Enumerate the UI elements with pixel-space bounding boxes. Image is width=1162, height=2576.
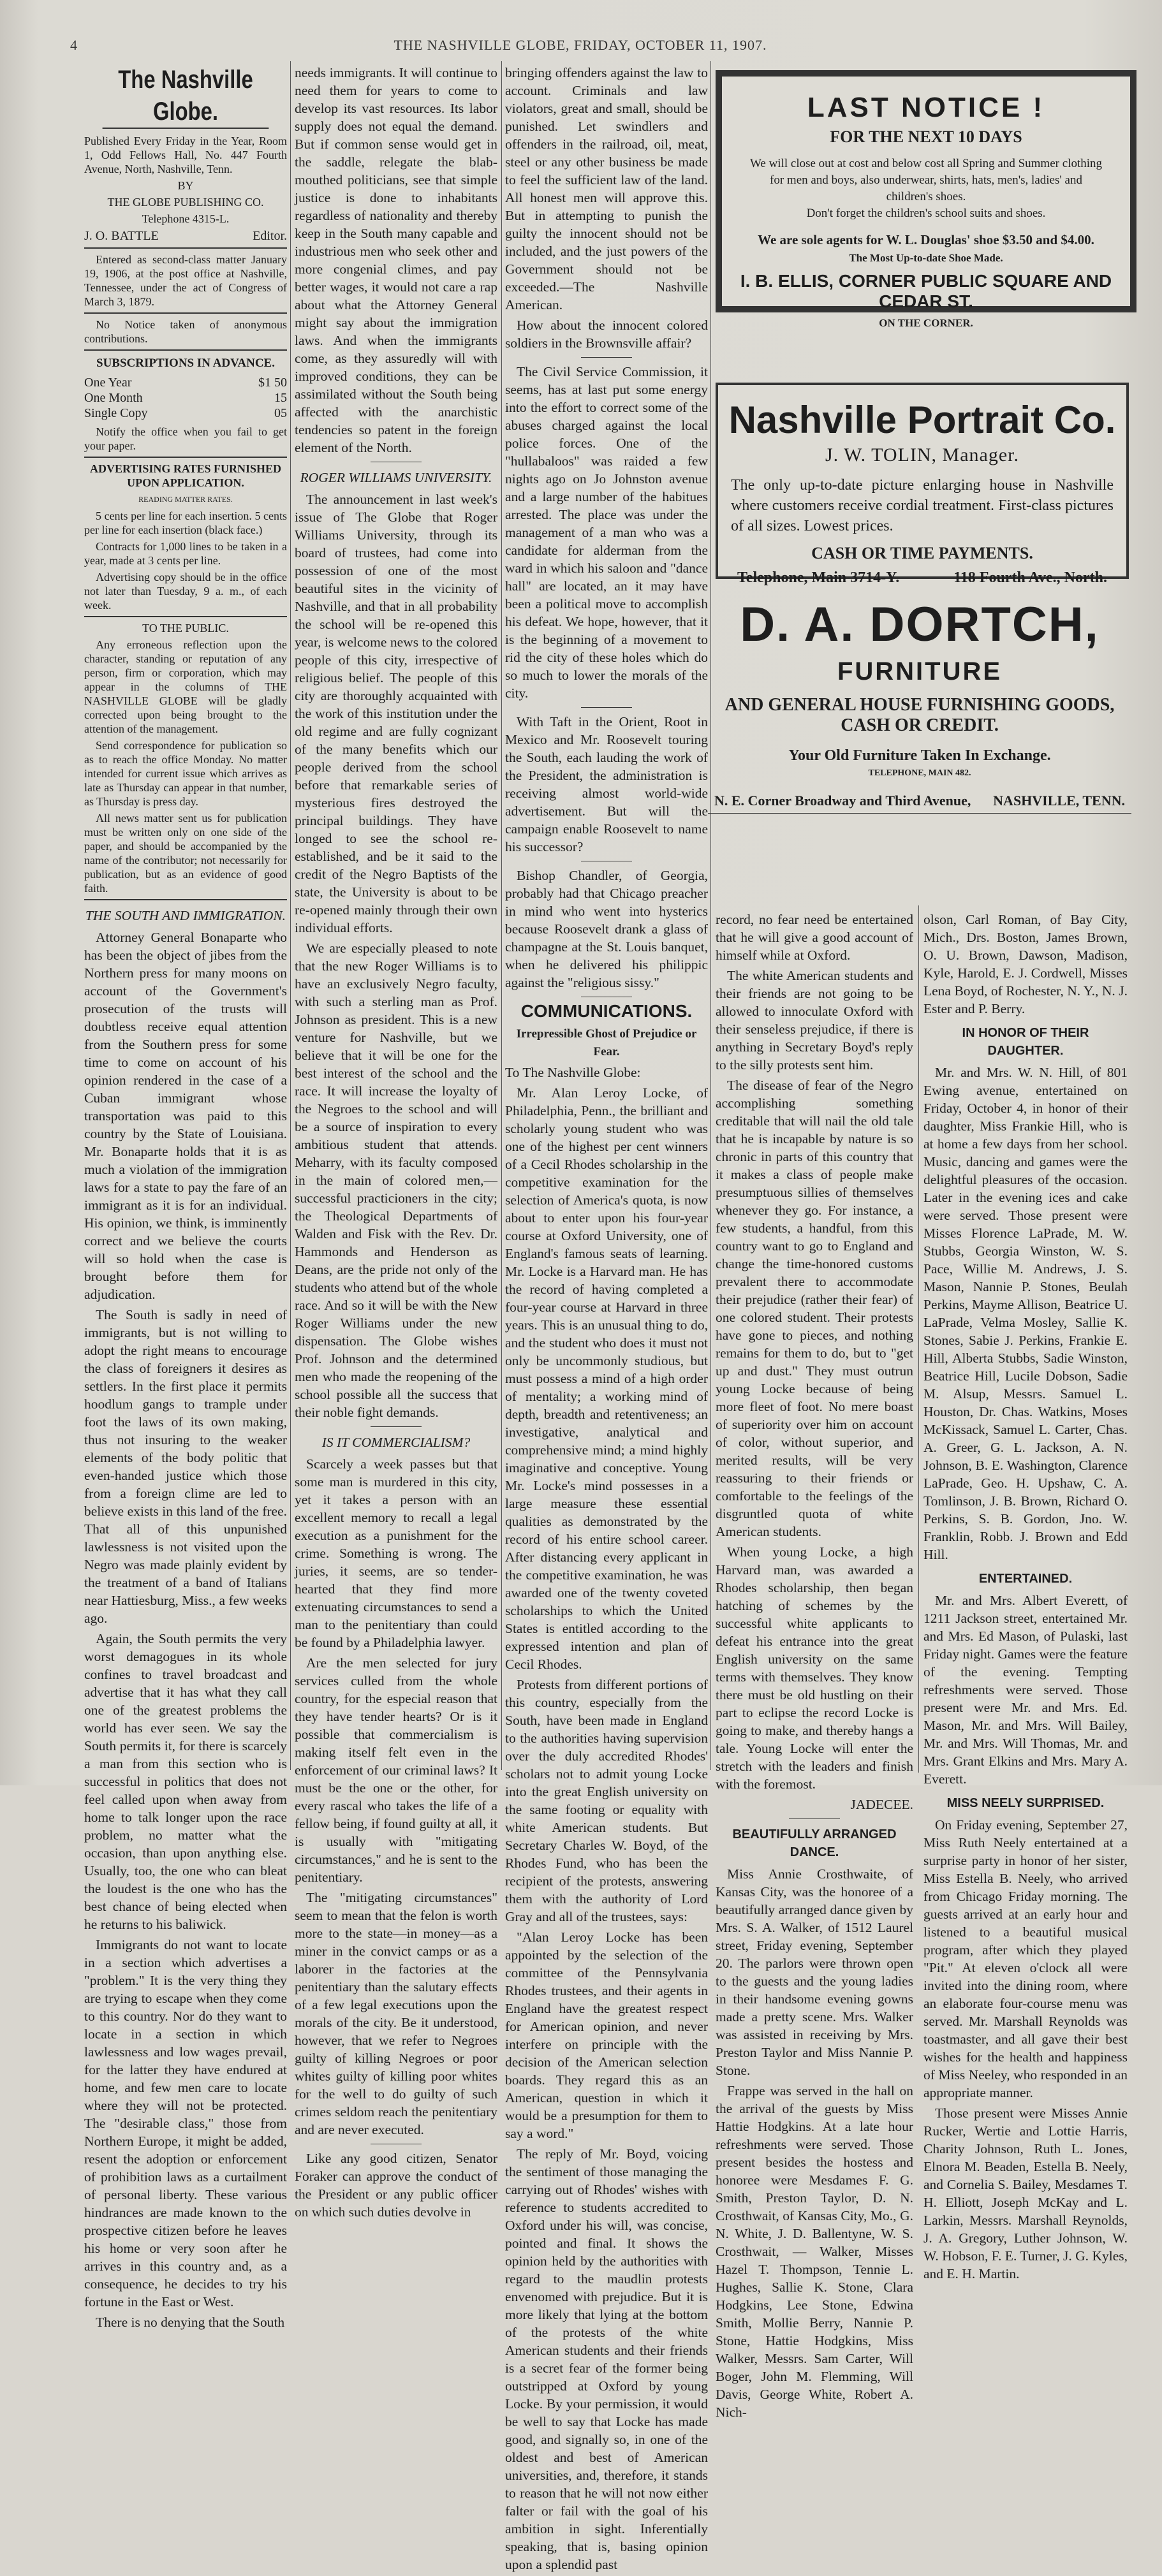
section-headline: ENTERTAINED. [978, 1572, 1073, 1586]
article-paragraph: The South is sadly in need of immigrants, but is not willing to adopt the right means to encourage the class of foreigners it desires as settlers. In the first place it permits hoodlum gangs to trample under foot the laws of its own making, thus not insuring to the weaker elements of the body politic that even-handed justice which those from a foreign clime are led to believe exists in this land of the free. That all of this unpunished lawlessness is not visited upon the Negro was made plainly evident by the treatment of a band of Italians near Hattiesburg, Miss., a few weeks ago. [84, 1307, 287, 1626]
advertising-title: ADVERTISING RATES FURNISHED UPON APPLICATION. [89, 462, 282, 489]
article-paragraph: With Taft in the Orient, Root in Mexico and Mr. Roosevelt touring the South, each lauding the work of the President, the administration is receiving almost world-wide advertisement. But will the campaign enable Roosevelt to name his successor? [505, 714, 708, 854]
divider [371, 1426, 422, 1427]
article-paragraph: How about the innocent colored soldiers in the Brownsville affair? [505, 318, 708, 351]
to-public-text: Send correspondence for publication so as to reach the office Monday. No matter intended for current issue which arrives as late as Thursday can appear in that number, as Thursday is press day. [84, 739, 287, 808]
ad-dortch [708, 594, 1131, 900]
subscription-row [84, 406, 287, 421]
divider [84, 312, 287, 314]
article-paragraph: Mr. and Mrs. W. N. Hill, of 801 Ewing avenue, entertained on Friday, October 4, in honor of their daughter, Miss Frankie Hill, who is at home a few days from her school. Music, dancing and games were the delightful pleasures of the occasion. Later in the evening ices and cake were served. Those present were Misses Florence LaPrade, M. W. Stubbs, Georgia Winston, W. S. Pace, Willie M. Andrews, J. S. Mason, Nannie P. Stones, Beulah Perkins, Mayme Allison, Beatrice U. LaPrade, Velma Mosley, Sallie K. Stones, Sabie J. Perkins, Frankie E. Hill, Alberta Stubbs, Sadie Winston, Beatrice Hill, Lucile Dobson, Sadie M. Alsup, Messrs. Samuel L. Houston, Dr. Chas. Watkins, Moses McKissack, Samuel L. Carter, Chas. A. Greer, G. L. Jackson, A. N. Johnson, B. E. Washington, Clarence LaPrade, Geo. H. Upshaw, C. A. Tomlinson, J. B. Brown, Richard O. Perkins, S. B. Gordon, Jno. W. Franklin, Robb. J. Brown and Edd Hill. [923, 1065, 1128, 1562]
column-1 [84, 64, 287, 2334]
article-paragraph: Bishop Chandler, of Georgia, probably had that Chicago preacher in mind who went into hysterics because Roosevelt drank a glass of champagne at the St. Louis banquet, when he delivered his philippic against the "religious sissy." [505, 868, 708, 990]
article-paragraph: We are especially pleased to note that the new Roger Williams is to have an exclusively Negro faculty, with such a sterling man as Prof. Johnson as president. This is a new venture for Nashville, but we believe that it will be one for the best interest of the school and the race. It will increase the loyalty of the Negroes to the school and will be a source of inspiration to every ambitious student that attends. Meharry, with its faculty composed in the main of colored men,—successful practicioners in the city; the Theological Departments of Walden and Fisk with the Rev. Dr. Hammonds and Henderson as Deans, are the pride not only of the students who attend but of the whole race. And so it will be with the New Roger Williams under the new dispensation. The Globe wishes Prof. Johnson and the determined men who made the reopening of the school possible all the success that their noble fight demands. [295, 940, 497, 1420]
subscription-price: 15 [274, 391, 287, 405]
communications-title: COMMUNICATIONS. [520, 1001, 693, 1021]
section-headline: BEAUTIFULLY ARRANGED DANCE. [732, 1827, 897, 1859]
subscription-label: One Month [84, 391, 143, 405]
subscription-label: Single Copy [84, 406, 148, 420]
masthead-company: THE GLOBE PUBLISHING CO. [107, 196, 264, 209]
column-3 [505, 64, 708, 2576]
column-4 [716, 911, 913, 2424]
ad-dortch-exchange: Your Old Furniture Taken In Exchange. [788, 747, 1051, 764]
masthead-entered: Entered as second-class matter January 19, 1906, at the post office at Nashville, Tennessee, under the act of Congress of March 3, 1879. [84, 253, 287, 308]
column-rule [290, 61, 291, 1770]
subscriptions-title: SUBSCRIPTIONS IN ADVANCE. [96, 356, 275, 370]
page-number: 4 [70, 37, 78, 53]
article-paragraph: olson, Carl Roman, of Bay City, Mich., Drs. Boston, James Brown, O. U. Brown, Dawson, Madison, Kyle, Harold, E. J. Cordwell, Misses Lena Boyd, of Rochester, N. Y., N. J. Ester and P. Berry. [923, 912, 1128, 1016]
article-paragraph: Frappe was served in the hall on the arrival of the guests by Miss Hattie Hodgkins. At a late hour refreshments were served. Those present besides the hostess and honoree were Mesdames F. G. Smith, Preston Taylor, D. N. Crosthwait, of Kansas City, Mo., G. N. White, J. D. Ballentyne, W. S. Crosthwait, — Walker, Misses Hazel T. Thompson, Tennie L. Hughes, Sallie K. Stone, Clara Hodgkins, Lee Stone, Edwina Smith, Mollie Berry, Nannie P. Stone, Hattie Hodgkins, Miss Walker, Messrs. Sam Carter, Will Boger, John M. Flemming, Will Davis, George White, Robert A. Nich- [716, 2083, 913, 2420]
communications-subtitle: Irrepressible Ghost of Prejudice or Fear. [516, 1027, 697, 1058]
article-paragraph: Those present were Misses Annie Rucker, Wertie and Lottie Harris, Charity Johnson, Ruth L. Jones, Elnora M. Beaden, Estella B. Neely, and Cornelia S. Bailey, Mesdames T. H. Elliott, Joseph McKay and L. Larkin, Messrs. Marshall Reynolds, J. A. Gregory, Luther Johnson, W. W. Hobson, F. E. Turner, J. G. Kyles, and E. H. Martin. [923, 2105, 1128, 2281]
editor-title: Editor. [253, 229, 287, 243]
article-paragraph: Mr. and Mrs. Albert Everett, of 1211 Jackson street, entertained Mr. and Mrs. Ed Mason, of Pulaski, last Friday night. Games were the feature of the evening. Tempting refreshments were served. Those present were Mr. and Mrs. Ed. Mason, Mr. and Mrs. Will Bailey, Mr. and Mrs. Will Thomas, Mr. and Mrs. Grant Elkins and Mrs. Mary A. Everett. [923, 1593, 1128, 1787]
divider [581, 707, 632, 708]
to-public-text: All news matter sent us for publication must be written only on one side of the paper, and should be accompanied by the name of the contributor; not necessarily for publication, but as an evidence of good faith. [84, 812, 287, 895]
masthead-notice: No Notice taken of anonymous contributions. [84, 318, 287, 345]
ad-portrait-address: 118 Fourth Ave., North. [953, 569, 1107, 586]
signature: JADECEE. [850, 1797, 913, 1812]
to-public-text: Any erroneous reflection upon the character, standing or reputation of any person, firm or corporation, which may appear in the columns of THE NASHVILLE GLOBE will be gladly corrected upon being brought to the attention of the management. [84, 638, 287, 735]
masthead-editor [84, 228, 287, 244]
article-paragraph: bringing offenders against the law to account. Criminals and law violators, great and small, should be punished. Let swindlers and offenders in the railroad, oil, meat, steel or any other business be made to feel the sufficient law of the land. All honest men will approve this. But in attempting to punish the guilty the innocent should not be included, and the just powers of the Government should not be exceeded.—The Nashville American. [505, 65, 708, 312]
masthead-by: BY [177, 179, 194, 192]
page-header [70, 37, 1091, 54]
masthead-published: Published Every Friday in the Year, Room 1, Odd Fellows Hall, No. 447 Fourth Avenue, North, Nashville, Tenn. [84, 135, 287, 175]
ad-dortch-address [708, 793, 1131, 814]
article-paragraph: needs immigrants. It will continue to need them for years to come to develop its vast resources. Its labor supply does not equal the demand. But if common sense would get in the saddle, relegate the blab-mouthed politicians, see that simple justice is done to inhabitants regardless of nationality and thereby keep in the South many capable and industrious men who seek other and more congenial climes, and pay better wages, it would not care a rap about what the Attorney General might say about the immigration laws. And when the immigrants come, as they assuredly will with improved conditions, they can be assimilated without the South being affected with the anarchistic tendencies so patent in the foreign element of the North. [295, 65, 497, 455]
ad-portrait [716, 383, 1129, 586]
column-5 [923, 911, 1128, 2285]
article-paragraph: The Civil Service Commission, it seems, has at last put some energy into the effort to correct some of the abuses charged against the local police forces. One of the "hullabaloos" was raided a few nights ago on Jo Johnston avenue and a large number of the habitues arrested. The place was under the management of a man who was a candidate for alderman from the ward in which his saloon and "dance hall" are located, an it may have been a political move to accomplish his defeat. We hope, however, that it is the beginning of a movement to rid the city of these holes which do so much to lower the morals of the city. [505, 364, 708, 701]
salutation: To The Nashville Globe: [505, 1065, 641, 1080]
ad-portrait-phone: Telephone, Main 3714-Y. [737, 569, 900, 586]
article-paragraph: Scarcely a week passes but that some man is murdered in this city, yet it takes a person with an excellent memory to recall a legal execution as a punishment for the crime. Something is wrong. The juries, it seems, are so tender-hearted that they find more extenuating circumstances to send a man to the penitentiary than could be found by a Philadelphia lawyer. [295, 1456, 497, 1650]
page-header-title: THE NASHVILLE GLOBE, FRIDAY, OCTOBER 11, 1907. [393, 37, 767, 53]
subscription-row [84, 390, 287, 406]
ad-ellis-subtitle: FOR THE NEXT 10 DAYS [830, 128, 1022, 146]
ad-portrait-payments: CASH OR TIME PAYMENTS. [811, 544, 1033, 562]
article-paragraph: The announcement in last week's issue of The Globe that Roger Williams University, through its board of trustees, had come into possession of one of the most beautiful sites in the vicinity of Nashville, and that in all probability the school will be re-opened this year, is welcome news to the colored people of this city, irrespective of religious belief. The people of this city are thoroughly acquainted with the work of this institution under the old regime and are fully cognizant of the many benefits which our people derived from the school before that remarkable series of mysterious fires destroyed the principal buildings. They have longed to see the school re-established, and be it said to the credit of the Negro Baptists of the state, the University is about to be re-opened mainly through their own individual efforts. [295, 492, 497, 935]
article-paragraph: Attorney General Bonaparte who has been the object of jibes from the Northern press for many moons on account of the Government's prosecution of the trusts will doubtless receive equal attention from the Southern press for some time to come on account of his opinion rendered in the case of a Cuban immigrant whose transportation was paid to this country by the State of Louisiana. Mr. Bonaparte holds that it is as much a violation of the immigration laws for a state to pay the fare of an immigrant as it is for an individual. His opinion, we think, is imminently correct and we believe the courts will so hold when the case is brought before them for adjudication. [84, 930, 287, 1302]
section-headline: IN HONOR OF THEIR DAUGHTER. [962, 1026, 1089, 1058]
ad-dortch-city: NASHVILLE, TENN. [993, 793, 1125, 809]
subscriptions-note: Notify the office when you fail to get your paper. [84, 425, 287, 452]
ad-ellis-name: I. B. ELLIS, CORNER PUBLIC SQUARE AND CEDAR ST. [740, 271, 1112, 311]
ad-dortch-phone: TELEPHONE, MAIN 482. [868, 768, 971, 778]
article-paragraph: The reply of Mr. Boyd, voicing the sentiment of those managing the carrying out of Rhodes' wishes with reference to students accredited to Oxford under his will, was concise, pointed and final. It shows the opinion held by the authorities with regard to the maudlin protests envenomed with prejudice. But it is more likely that lying at the bottom of the protests of the white American students and their friends is a secret fear of the former being outstripped at Oxford by young Locke. By your permission, it would be well to say that Locke has made good, and signally so, in one of the oldest and best of American universities, and, therefore, it stands to reason that he will not now either falter or fail with the goal of his ambition in sight. Inferentially speaking, that is, basing opinion upon a splendid past [505, 2146, 708, 2572]
ad-ellis-body2: Don't forget the children's school suits and shoes. [806, 207, 1046, 220]
ad-dortch-title: D. A. DORTCH, [740, 597, 1099, 652]
article-headline: ROGER WILLIAMS UNIVERSITY. [300, 470, 492, 485]
advertising-text: Contracts for 1,000 lines to be taken in a year, made at 3 cents per line. [84, 540, 287, 567]
article-paragraph: record, no fear need be entertained that he will give a good account of himself while at Oxford. [716, 912, 913, 963]
article-paragraph: The white American students and their friends are not going to be allowed to innoculate Oxford with their senseless prejudice, if there is anything in Secretary Boyd's reply to the silly protests sent him. [716, 968, 913, 1072]
divider [84, 247, 287, 249]
ad-dortch-corner: N. E. Corner Broadway and Third Avenue, [714, 793, 971, 809]
divider [84, 349, 287, 351]
section-headline: MISS NEELY SURPRISED. [946, 1796, 1105, 1810]
masthead-telephone: Telephone 4315-L. [142, 212, 230, 225]
article-paragraph: On Friday evening, September 27, Miss Ruth Neely entertained at a surprise party in honor of her sister, Miss Estella B. Neely, who arrived from Chicago Friday morning. The guests arrived at an early hour and listened to a beautiful musical program, after which they played "Pit." At eleven o'clock all were invited into the dining room, where an elaborate four-course menu was served. Mr. Marshall Reynolds was toastmaster, and all gave their best wishes for the health and happiness of Miss Neeley, who responded in an appropriate manner. [923, 1817, 1128, 2100]
article-paragraph: Miss Annie Crosthwaite, of Kansas City, was the honoree of a beautifully arranged dance given by Mrs. S. A. Walker, of 1512 Laurel street, Friday evening, September 20. The parlors were thrown open to the guests and the young ladies in their handsome evening gowns made a pretty scene. Mrs. Walker was assisted in receiving by Mrs. Preston Taylor and Miss Nannie P. Stone. [716, 1866, 913, 2078]
advertising-sub: READING MATTER RATES. [138, 495, 233, 504]
to-public-title: TO THE PUBLIC. [142, 622, 229, 634]
ad-dortch-line1: AND GENERAL HOUSE FURNISHING GOODS, [724, 695, 1115, 715]
article-headline: THE SOUTH AND IMMIGRATION. [85, 908, 286, 923]
advertising-text: Advertising copy should be in the office not later than Tuesday, 9 a. m., of each week. [84, 571, 287, 611]
ad-portrait-body: The only up-to-date picture enlarging house in Nashville where customers receive cordial treatment. First-class pictures of all sizes. Lowest prices. [731, 477, 1114, 534]
column-2 [295, 64, 497, 2223]
ad-ellis-agents: We are sole agents for W. L. Douglas' shoe $3.50 and $4.00. [758, 232, 1094, 247]
subscription-price: 05 [274, 406, 287, 420]
divider [84, 616, 287, 617]
editor-name: J. O. BATTLE [84, 229, 159, 243]
article-paragraph: "Alan Leroy Locke has been appointed by the selection of the committee of the Pennsylvania Rhodes trustees, and their agents in England have the greatest respect for American opinion, and never interfere on principle with the decision of the American selection boards. They regard this as an American, question in which it would be a presumption for them to say a word." [505, 1929, 708, 2141]
ad-portrait-manager: J. W. TOLIN, Manager. [825, 444, 1020, 465]
article-paragraph: Again, the South permits the very worst demagogues in its whole confines to travel broadcast and advertise that it has what they call one of the greatest problems the world has ever seen. We say the South permits it, for there is scarcely a man from this section who is successful in politics that does not feel called upon when away from home to talk longer upon the race problem, no matter what the occasion, than upon anything else. Usually, too, the one who can bleat the loudest is the one who has the best chance of being elected when he returns to his baliwick. [84, 1631, 287, 1932]
article-paragraph: The disease of fear of the Negro accomplishing something creditable that will nail the old tale that he is incapable by nature is so chronic in parts of this country that it makes a class of people make presumptuous sillies of themselves whenever they go. For instance, a few students, a handful, from this country want to go to England and change the time-honored customs prevalent there to accommodate their prejudice (rather their fear) of one colored student. Their protests have gone to pieces, and nothing remains for them to do, but to "get up and dust." They must outrun young Locke because of being more fleet of foot. No mere boast of superiority over him on account of color, without superior, and merited results, will be very reassuring to their friends or comfortable to the feelings of the disgruntled quota of white American students. [716, 1078, 913, 1539]
ad-ellis-style: The Most Up-to-date Shoe Made. [849, 252, 1003, 264]
subscription-row [84, 375, 287, 390]
subscription-price: $1 50 [258, 376, 287, 390]
divider [84, 457, 287, 458]
ad-ellis [716, 70, 1136, 329]
article-paragraph: The "mitigating circumstances" seem to mean that the felon is worth more to the state—in money—as a miner in the convict camps or as a laborer in the factories at the penitentiary than the salutary effects of a few legal executions upon the morals of the city. Be it understood, however, that we refer to Negroes guilty of killing Negroes or poor whites guilty of killing poor whites for the well to do guilty of such crimes seldom reach the penitentiary and are never executed. [295, 1890, 497, 2137]
ad-ellis-body: We will close out at cost and below cost all Spring and Summer clothing for men and boys, also underwear, shirts, hats, men's, ladies' and children's shoes. [749, 157, 1102, 203]
column-rule [501, 61, 502, 1770]
article-paragraph: Mr. Alan Leroy Locke, of Philadelphia, Penn., the brilliant and scholarly young student who was one of the highest per cent winners of a Cecil Rhodes scholarship in the competitive examination for the selection of America's quota, is now about to enter upon his four-year course at Oxford University, one of England's famous seats of learning. Mr. Locke is a Harvard man. He has the record of having completed a four-year course at Harvard in three years. This is an unusual thing to do, and the student who does it must not only be uncommonly studious, but must possess a mind of a high order of mentality; a working mind of depth, breadth and retentiveness; an investigative, analytical and comprehensive mind; a mind highly imaginative and conceptive. Young Mr. Locke's mind possesses in a large measure these essential qualities as demonstrated by the record of his entire school career. After distancing every applicant in the competitive examination, he was awarded one of the twenty coveted scholarships to which the United States is entitled according to the expressed intention and plan of Cecil Rhodes. [505, 1085, 708, 1672]
column-rule [918, 905, 919, 1773]
article-paragraph: Protests from different portions of this country, especially from the South, have been made in England to the authorities having supervision over the duly accredited Rhodes' scholars not to admit young Locke into the great English university on the same footing or equality with white American students. But Secretary Charles W. Boyd, of the Rhodes Fund, who has been the recipient of the protests, answering them with the authority of Lord Gray and all of the trustees, says: [505, 1677, 708, 1924]
ad-dortch-furniture: FURNITURE [837, 657, 1003, 685]
article-paragraph: Are the men selected for jury services culled from the whole country, for the especial reason that they have tender hearts? Or is it possible that commercialism is making itself felt even in the enforcement of our criminal laws? It must be the one or the other, for every rascal who takes the life of a fellow being, if found guilty at all, it is usually with "mitigating circumstances," and he is sent to the penitentiary. [295, 1655, 497, 1885]
ad-portrait-title: Nashville Portrait Co. [728, 399, 1116, 441]
article-paragraph: When young Locke, a high Harvard man, was awarded a Rhodes scholarship, then began hatching of schemes by the successful white applicants to defeat his entrance into the great English university on the same terms with themselves. They know there must be old hustling on their part to eclipse the record Locke is going to make, and thereby hangs a tale. Young Locke will enter the stretch with the leaders and finish with the foremost. [716, 1544, 913, 1792]
article-paragraph: There is no denying that the South [96, 2315, 285, 2330]
masthead-title: The Nashville Globe. [103, 64, 269, 129]
article-paragraph: Like any good citizen, Senator Foraker can approve the conduct of the President or any public officer on which such duties devolve in [295, 2151, 497, 2220]
divider [581, 357, 632, 358]
subscription-label: One Year [84, 376, 132, 390]
column-rule [710, 61, 711, 1770]
advertising-text: 5 cents per line for each insertion. 5 cents per line for each insertion (black face.) [84, 509, 287, 536]
ad-dortch-line2: CASH OR CREDIT. [841, 715, 999, 735]
article-paragraph: Immigrants do not want to locate in a section which advertises a "problem." It is the very thing they are trying to escape when they come to this country. Nor do they want to locate in a section in which lawlessness and low wages prevail, for the latter they have endured at home, and few men care to locate where they will not be protected. The "desirable class," those from Northern Europe, it might be added, resent the adoption or enforcement of prohibition laws as a curtailment of personal liberty. These various hindrances are made known to the prospective citizen before he leaves his home or very soon after he arrives in this country and, as a consequence, he decides to try his fortune in the East or West. [84, 1937, 287, 2309]
divider [84, 899, 287, 900]
ad-ellis-corner: ON THE CORNER. [879, 317, 973, 329]
ad-portrait-contact [718, 569, 1126, 587]
article-headline: IS IT COMMERCIALISM? [321, 1435, 471, 1450]
ad-ellis-title: LAST NOTICE ! [807, 92, 1045, 123]
